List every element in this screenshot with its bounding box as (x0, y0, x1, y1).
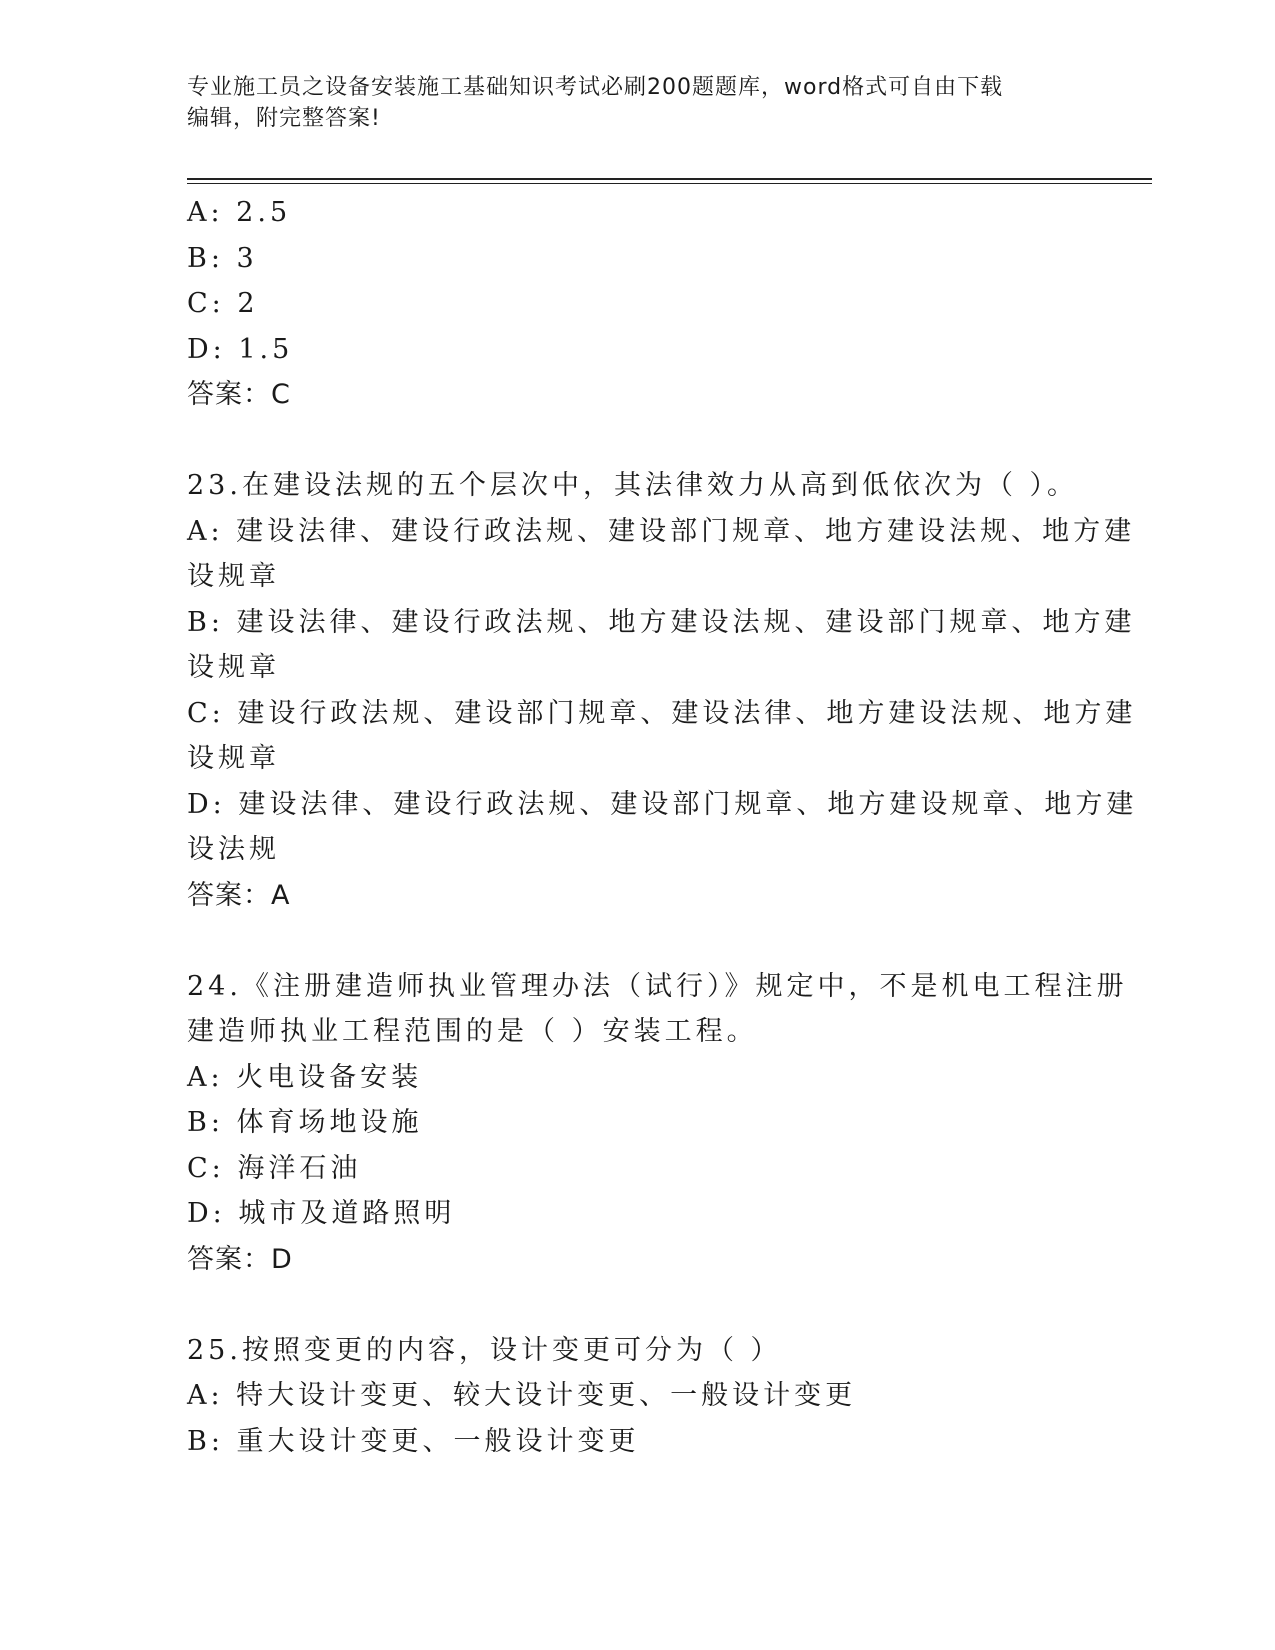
answer: 答案：D (187, 1243, 293, 1275)
header-line-1: 专业施工员之设备安装施工基础知识考试必刷200题题库，word格式可自由下载 (187, 75, 1004, 100)
header-divider-thick (187, 178, 1152, 180)
option-b: B: 体育场地设施 (187, 1107, 423, 1138)
question-23 (187, 463, 1138, 918)
question-stem: 24.《注册建造师执业管理办法（试行）》规定中，不是机电工程注册 (187, 970, 1128, 1002)
option-d-continued: 设法规 (187, 834, 280, 865)
spacer (187, 918, 1087, 964)
question-content (187, 190, 1138, 1464)
option-c: C: 2 (187, 288, 259, 319)
question-stem: 25.按照变更的内容，设计变更可分为（ ） (187, 1334, 782, 1366)
option-c-continued: 设规章 (187, 743, 280, 774)
option-a: A: 特大设计变更、较大设计变更、一般设计变更 (187, 1380, 857, 1411)
header-line-2: 编辑，附完整答案! (187, 106, 381, 131)
document-header (187, 72, 1087, 134)
option-b: B: 建设法律、建设行政法规、地方建设法规、建设部门规章、地方建 (187, 606, 1136, 638)
option-b: B: 3 (187, 242, 258, 274)
header-divider-thin (187, 183, 1152, 184)
spacer (187, 418, 1087, 464)
answer: 答案：A (187, 879, 291, 911)
option-a-continued: 设规章 (187, 561, 280, 592)
option-c: C: 建设行政法规、建设部门规章、建设法律、地方建设法规、地方建 (187, 697, 1137, 729)
question-stem-continued: 建造师执业工程范围的是（ ）安装工程。 (187, 1016, 758, 1047)
option-a: A: 建设法律、建设行政法规、建设部门规章、地方建设法规、地方建 (187, 515, 1136, 547)
question-24 (187, 964, 1128, 1283)
answer: 答案：C (187, 379, 291, 410)
question-stem: 23.在建设法规的五个层次中，其法律效力从高到低依次为（ ）。 (187, 470, 1079, 501)
option-b: B: 重大设计变更、一般设计变更 (187, 1425, 640, 1457)
option-c: C: 海洋石油 (187, 1152, 362, 1184)
option-d: D: 1.5 (187, 333, 294, 365)
option-a: A: 2.5 (187, 197, 292, 228)
option-b-continued: 设规章 (187, 652, 280, 683)
question-22 (187, 190, 1087, 418)
option-a: A: 火电设备安装 (187, 1061, 423, 1093)
spacer (187, 1282, 1087, 1328)
option-d: D: 建设法律、建设行政法规、建设部门规章、地方建设规章、地方建 (187, 788, 1138, 820)
option-d: D: 城市及道路照明 (187, 1198, 456, 1229)
question-25 (187, 1328, 1087, 1465)
